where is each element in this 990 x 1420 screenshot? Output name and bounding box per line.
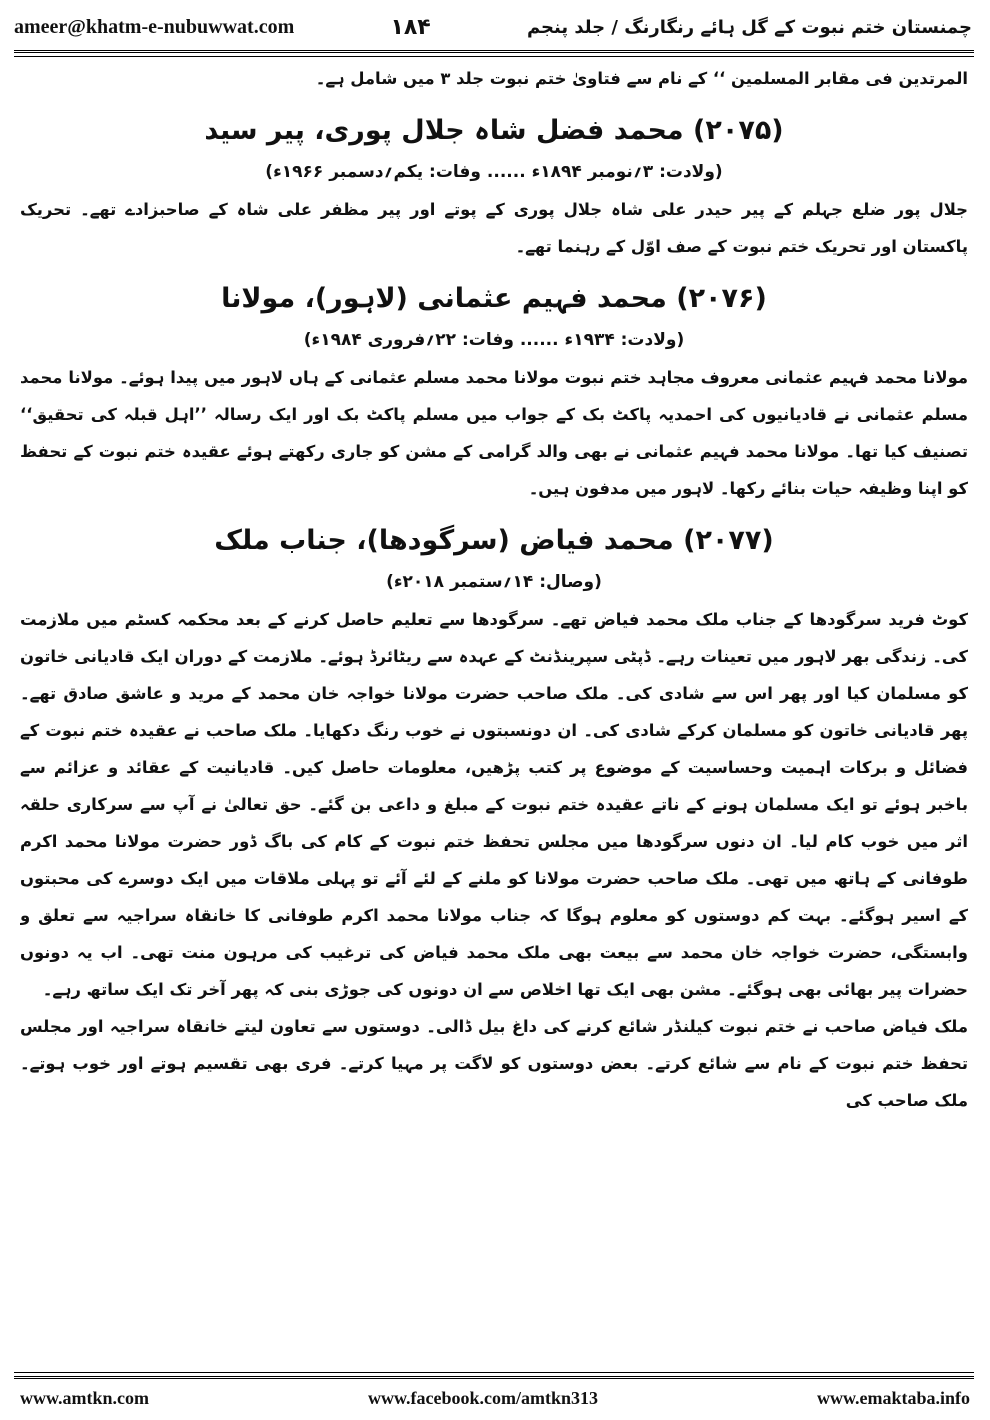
footer-link-emaktaba[interactable]: www.emaktaba.info bbox=[816, 1387, 970, 1408]
page-footer bbox=[20, 1384, 970, 1412]
entry-dates: (ولادت: ۳؍نومبر ۱۸۹۴ء ...... وفات: یکم؍دسمبر ۱۹۶۶ء) bbox=[265, 162, 723, 182]
entry-paragraph: کوٹ فرید سرگودھا کے جناب ملک محمد فیاض تھے۔ سرگودھا سے تعلیم حاصل کرنے کے بعد محکمہ کسٹم میں ملازمت کی۔ زندگی بھر لاہور میں تعینات رہے۔ ڈپٹی سپرینڈنٹ کے عہدہ سے ریٹائرڈ ہوئے۔ ملازمت کے دوران ایک قادیانی خاتون کو مسلمان کیا اور پھر اس سے شادی کی۔ ملک صاحب حضرت مولانا خواجہ خان محمد کے مرید و عاشق صادق تھے۔ پھر قادیانی خاتون کو مسلمان کرکے شادی کی۔ ان دونسبتوں نے خوب رنگ دکھایا۔ ملک صاحب نے عقیدہ ختم نبوت کے فضائل و برکات اہمیت وحساسیت کے موضوع پر کتب پڑھیں، معلومات حاصل کیں۔ قادیانیت کے عقائد و عزائم سے باخبر ہوئے تو ایک مسلمان ہونے کے ناتے عقیدہ ختم نبوت کے مبلغ و داعی بن گئے۔ حق تعالیٰ نے آپ سے سرکاری حلقہ اثر میں خوب کام لیا۔ ان دنوں سرگودھا میں مجلس تحفظ ختم نبوت کے کام کی باگ ڈور حضرت مولانا محمد اکرم طوفانی کے ہاتھ میں تھی۔ ملک صاحب حضرت مولانا کو ملنے کے لئے آئے تو پہلی ملاقات میں ایک دوسرے کی محبتوں کے اسیر ہوگئے۔ بہت کم دوستوں کو معلوم ہوگا کہ جناب مولانا محمد اکرم طوفانی کا خانقاہ سراجیہ سے تعلق و وابستگی، حضرت خواجہ خان محمد سے بیعت بھی ملک محمد فیاض کی ترغیب کی مرہون منت تھی۔ اب یہ دونوں حضرات پیر بھائی بھی ہوگئے۔ مشن بھی ایک تھا اخلاص سے ان دونوں کی جوڑی بنی کہ پھر آخر تک ایک ساتھ رہے۔ bbox=[20, 610, 968, 999]
footer-link-amtkn[interactable]: www.amtkn.com bbox=[20, 1387, 149, 1408]
entry-heading: (۲۰۷۶) محمد فہیم عثمانی (لاہور)، مولانا bbox=[221, 283, 767, 314]
entry-paragraph: جلال پور ضلع جہلم کے پیر حیدر علی شاہ جلال پوری کے پوتے اور پیر مظفر علی شاہ کے صاحبزادے تھے۔ تحریک پاکستان اور تحریک ختم نبوت کے صف اوّل کے رہنما تھے۔ bbox=[20, 200, 968, 256]
page-header bbox=[14, 8, 972, 46]
entry-dates: (وصال: ۱۴؍ستمبر ۲۰۱۸ء) bbox=[386, 572, 602, 592]
book-title: چمنستان ختم نبوت کے گل ہائے رنگارنگ / جلد پنجم bbox=[526, 16, 972, 38]
header-email: ameer@khatm-e-nubuwwat.com bbox=[14, 15, 295, 38]
intro-line: المرتدین فی مقابر المسلمین ‘‘ کے نام سے فتاویٰ ختم نبوت جلد ۳ میں شامل ہے۔ bbox=[315, 69, 968, 88]
page-body bbox=[20, 60, 968, 1360]
entry-heading: (۲۰۷۷) محمد فیاض (سرگودھا)، جناب ملک bbox=[214, 525, 774, 556]
footer-link-facebook[interactable]: www.facebook.com/amtkn313 bbox=[367, 1387, 598, 1408]
entry-paragraph: مولانا محمد فہیم عثمانی معروف مجاہد ختم نبوت مولانا محمد مسلم عثمانی کے ہاں لاہور میں پیدا ہوئے۔ مولانا محمد مسلم عثمانی نے قادیانیوں کی احمدیہ پاکٹ بک کے جواب میں مسلم پاکٹ بک اور ایک رسالہ ’’اہل قبلہ کی تحقیق‘‘ تصنیف کیا تھا۔ مولانا محمد فہیم عثمانی نے بھی والد گرامی کے مشن کو جاری رکھتے ہوئے عقیدہ ختم نبوت کے تحفظ کو اپنا وظیفہ حیات بنائے رکھا۔ لاہور میں مدفون ہیں۔ bbox=[20, 368, 968, 498]
header-rule bbox=[14, 50, 974, 57]
entry-dates: (ولادت: ۱۹۳۴ء ...... وفات: ۲۲؍فروری ۱۹۸۴ء) bbox=[303, 330, 685, 350]
entry-heading: (۲۰۷۵) محمد فضل شاہ جلال پوری، پیر سید bbox=[204, 115, 784, 146]
entry-paragraph: ملک فیاض صاحب نے ختم نبوت کیلنڈر شائع کرنے کی داغ بیل ڈالی۔ دوستوں سے تعاون لیتے خانقاہ سراجیہ اور مجلس تحفظ ختم نبوت کے نام سے شائع کرتے۔ بعض دوستوں کو لاگت پر مہیا کرتے۔ فری بھی تقسیم ہوتے اور خوب ہوتے۔ ملک صاحب کی bbox=[20, 1017, 968, 1110]
page-number: ۱۸۴ bbox=[390, 14, 431, 40]
footer-rule bbox=[14, 1372, 974, 1379]
